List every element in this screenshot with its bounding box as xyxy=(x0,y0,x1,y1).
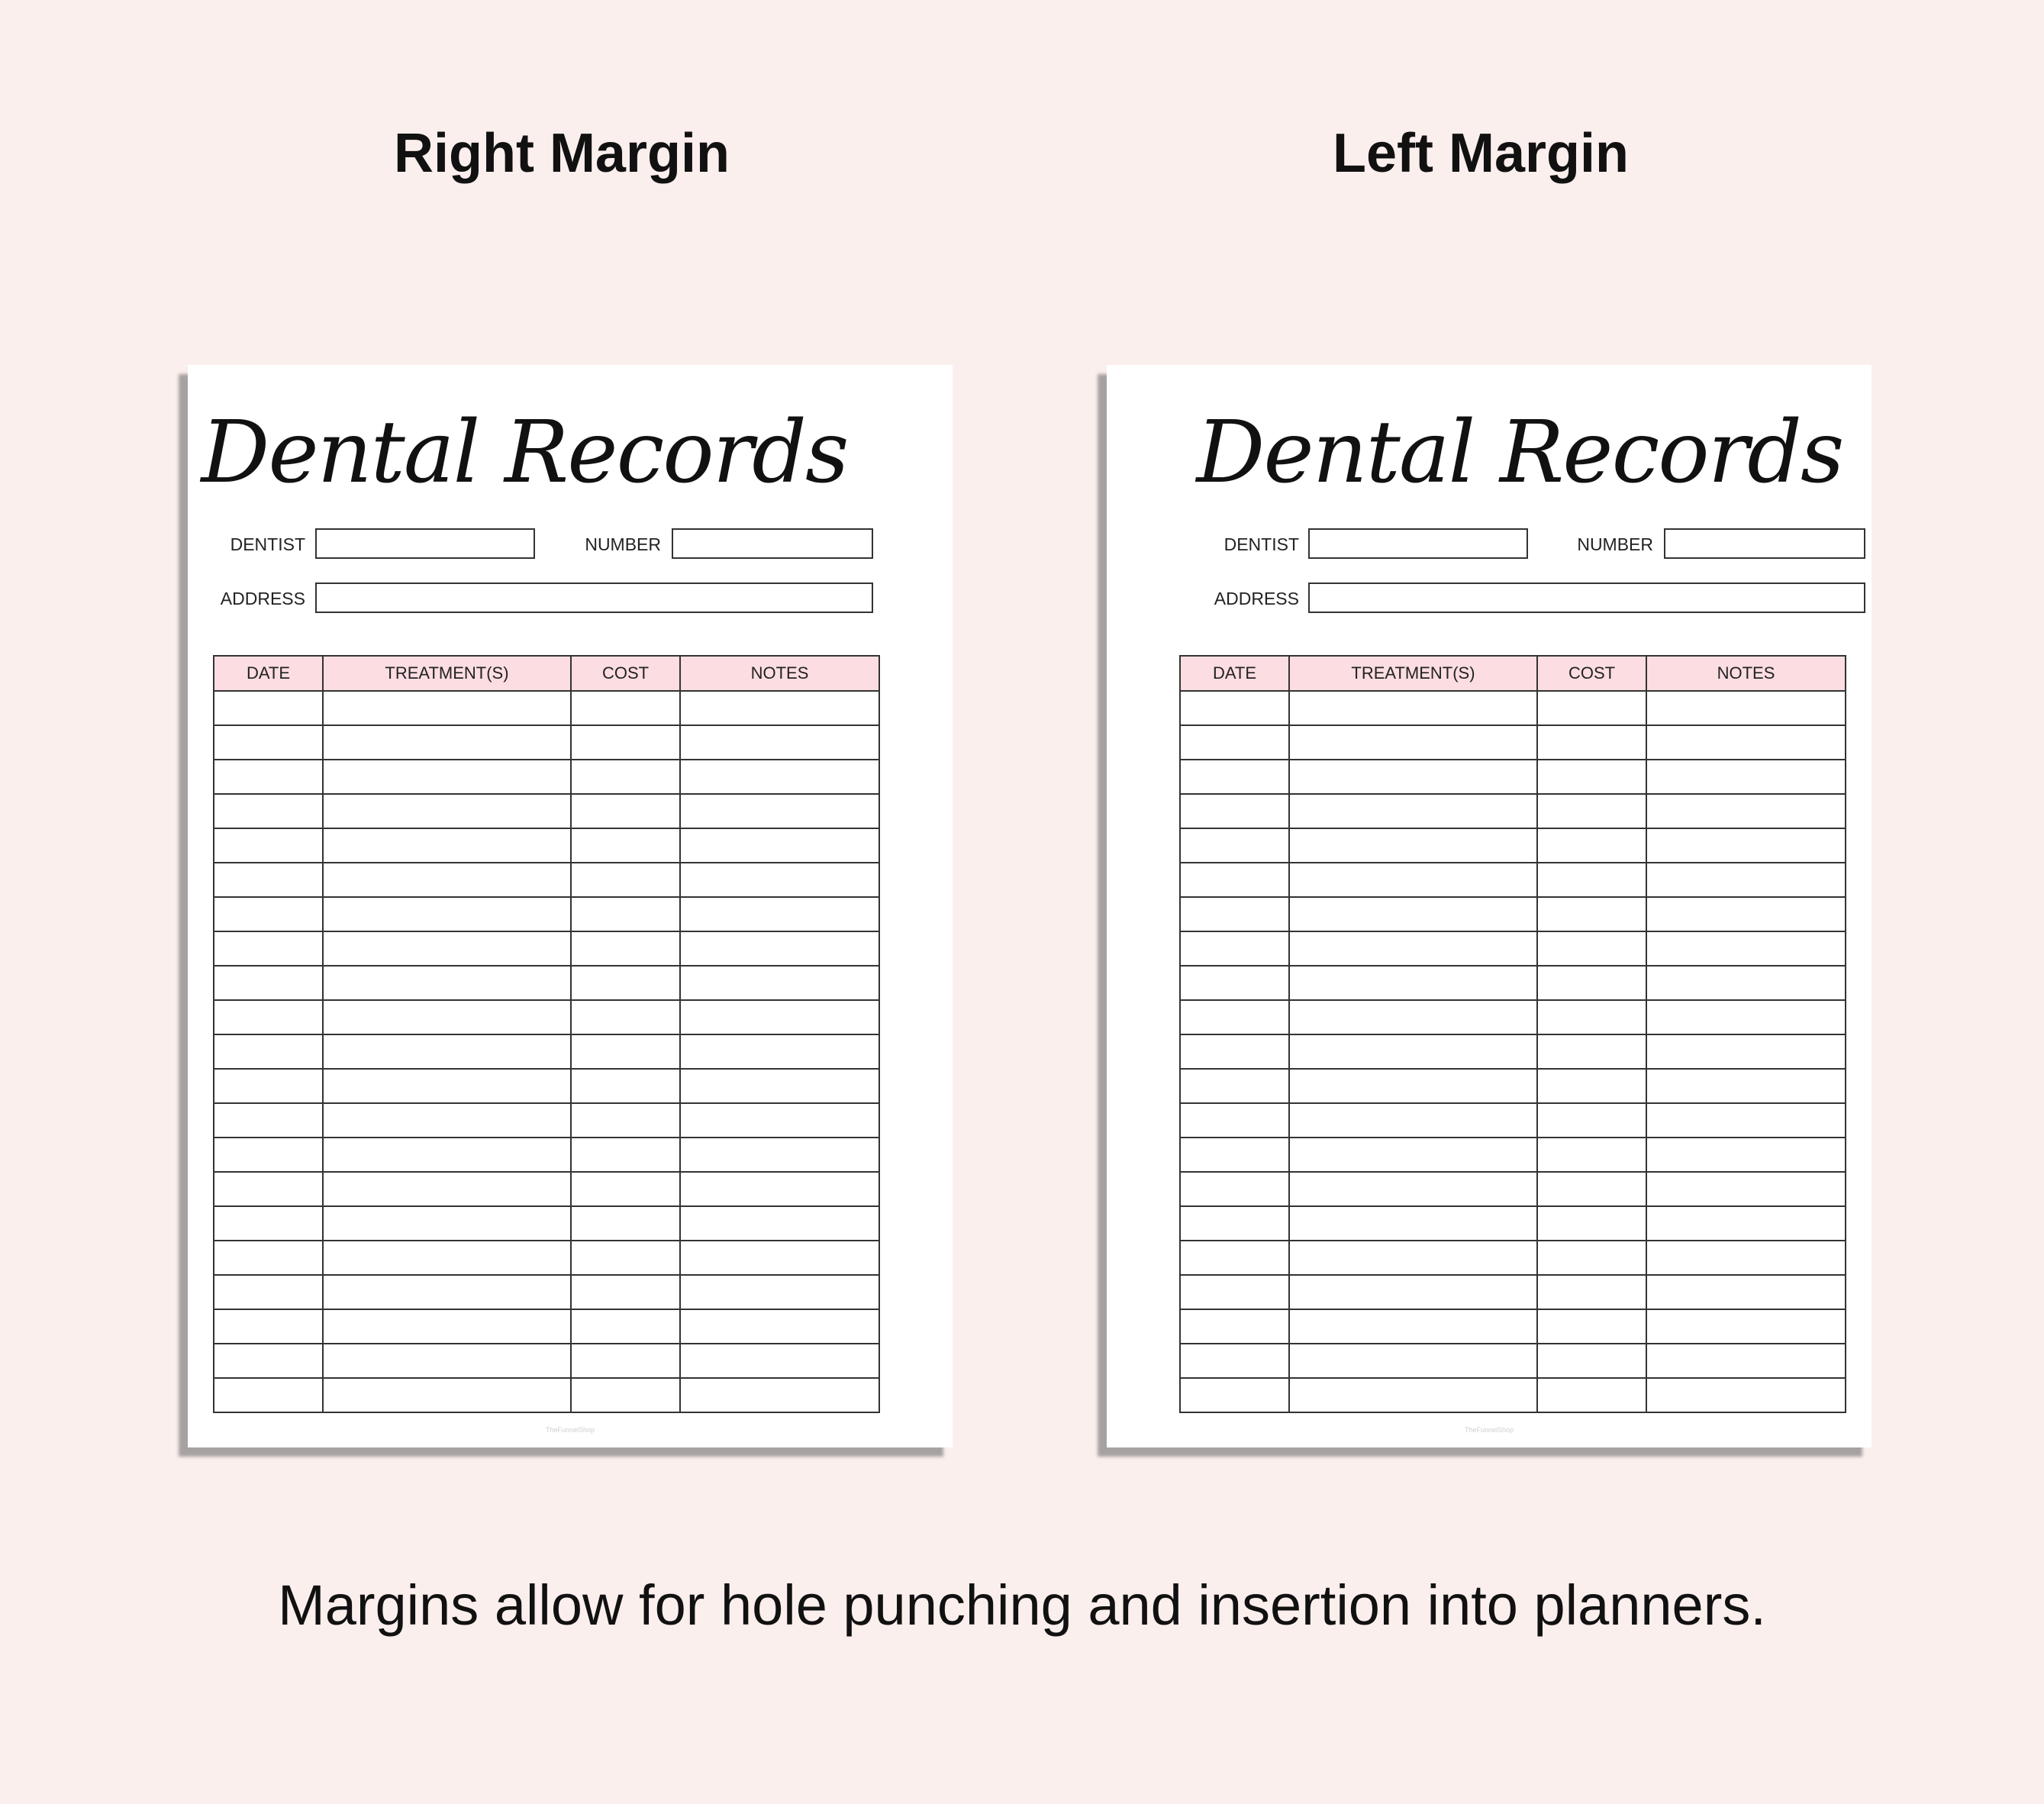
cost-cell[interactable] xyxy=(1537,1103,1646,1138)
table-row xyxy=(1180,863,1846,897)
notes-cell[interactable] xyxy=(1646,1172,1846,1206)
table-row xyxy=(1180,1138,1846,1172)
treatment-cell[interactable] xyxy=(323,863,571,897)
treatment-cell[interactable] xyxy=(1289,1309,1537,1344)
cost-cell[interactable] xyxy=(1537,1206,1646,1241)
cost-cell[interactable] xyxy=(571,1378,680,1412)
treatment-cell[interactable] xyxy=(1289,863,1537,897)
address-label: ADDRESS xyxy=(220,589,305,608)
notes-cell[interactable] xyxy=(680,1344,879,1378)
table-row xyxy=(1180,828,1846,863)
dentist-label: DENTIST xyxy=(230,534,305,554)
cost-cell[interactable] xyxy=(571,1103,680,1138)
notes-cell[interactable] xyxy=(680,1378,879,1412)
date-cell[interactable] xyxy=(214,1000,323,1034)
table-row xyxy=(1180,1206,1846,1241)
date-cell[interactable] xyxy=(214,691,323,725)
date-cell[interactable] xyxy=(1180,1000,1289,1034)
table-row xyxy=(214,1069,879,1103)
treatment-cell[interactable] xyxy=(323,1275,571,1309)
cost-cell[interactable] xyxy=(571,1069,680,1103)
treatment-cell[interactable] xyxy=(1289,1138,1537,1172)
column-header-cost: COST xyxy=(571,656,680,691)
notes-cell[interactable] xyxy=(680,1138,879,1172)
treatment-cell[interactable] xyxy=(323,1103,571,1138)
notes-cell[interactable] xyxy=(680,725,879,760)
notes-cell[interactable] xyxy=(680,828,879,863)
table-row xyxy=(214,966,879,1000)
date-cell[interactable] xyxy=(1180,1309,1289,1344)
heading-right-margin: Right Margin xyxy=(394,123,730,184)
date-cell[interactable] xyxy=(1180,1103,1289,1138)
cost-cell[interactable] xyxy=(1537,760,1646,794)
notes-cell[interactable] xyxy=(680,1241,879,1275)
notes-cell[interactable] xyxy=(1646,760,1846,794)
notes-cell[interactable] xyxy=(680,1034,879,1069)
treatment-cell[interactable] xyxy=(1289,1378,1537,1412)
records-table xyxy=(213,655,880,1413)
footer-watermark: TheFunnelShop xyxy=(1464,1426,1514,1434)
cost-cell[interactable] xyxy=(571,828,680,863)
date-cell[interactable] xyxy=(1180,1378,1289,1412)
date-cell[interactable] xyxy=(214,1344,323,1378)
treatment-cell[interactable] xyxy=(1289,1000,1537,1034)
dentist-field[interactable] xyxy=(315,528,535,559)
date-cell[interactable] xyxy=(214,760,323,794)
notes-cell[interactable] xyxy=(1646,1275,1846,1309)
table-row xyxy=(214,1344,879,1378)
notes-cell[interactable] xyxy=(1646,966,1846,1000)
table-row xyxy=(1180,1000,1846,1034)
notes-cell[interactable] xyxy=(680,794,879,828)
cost-cell[interactable] xyxy=(1537,1241,1646,1275)
treatment-cell[interactable] xyxy=(1289,897,1537,931)
table-row xyxy=(1180,760,1846,794)
notes-cell[interactable] xyxy=(680,1000,879,1034)
date-cell[interactable] xyxy=(214,794,323,828)
table-row xyxy=(1180,794,1846,828)
notes-cell[interactable] xyxy=(1646,1206,1846,1241)
table-header-row xyxy=(1180,656,1846,691)
treatment-cell[interactable] xyxy=(1289,1069,1537,1103)
table-row xyxy=(214,760,879,794)
notes-cell[interactable] xyxy=(1646,931,1846,966)
number-label: NUMBER xyxy=(1577,534,1653,554)
date-cell[interactable] xyxy=(214,1172,323,1206)
cost-cell[interactable] xyxy=(571,760,680,794)
treatment-cell[interactable] xyxy=(323,931,571,966)
number-field[interactable] xyxy=(672,528,873,559)
table-row xyxy=(1180,897,1846,931)
cost-cell[interactable] xyxy=(1537,1344,1646,1378)
notes-cell[interactable] xyxy=(680,1206,879,1241)
cost-cell[interactable] xyxy=(571,1138,680,1172)
cost-cell[interactable] xyxy=(571,1309,680,1344)
treatment-cell[interactable] xyxy=(323,1172,571,1206)
notes-cell[interactable] xyxy=(680,1172,879,1206)
date-cell[interactable] xyxy=(214,1138,323,1172)
date-cell[interactable] xyxy=(1180,1172,1289,1206)
treatment-cell[interactable] xyxy=(323,966,571,1000)
notes-cell[interactable] xyxy=(1646,794,1846,828)
date-cell[interactable] xyxy=(214,828,323,863)
table-row xyxy=(1180,1069,1846,1103)
table-row xyxy=(214,1034,879,1069)
table-row xyxy=(214,1378,879,1412)
date-cell[interactable] xyxy=(1180,863,1289,897)
table-row xyxy=(1180,966,1846,1000)
date-cell[interactable] xyxy=(1180,1138,1289,1172)
table-row xyxy=(214,1172,879,1206)
treatment-cell[interactable] xyxy=(323,760,571,794)
notes-cell[interactable] xyxy=(1646,897,1846,931)
cost-cell[interactable] xyxy=(1537,1378,1646,1412)
date-cell[interactable] xyxy=(214,1241,323,1275)
table-row xyxy=(214,1275,879,1309)
date-cell[interactable] xyxy=(1180,828,1289,863)
cost-cell[interactable] xyxy=(571,1000,680,1034)
table-row xyxy=(214,897,879,931)
notes-cell[interactable] xyxy=(1646,1069,1846,1103)
cost-cell[interactable] xyxy=(1537,1309,1646,1344)
treatment-cell[interactable] xyxy=(1289,1034,1537,1069)
cost-cell[interactable] xyxy=(1537,1034,1646,1069)
table-row xyxy=(214,931,879,966)
notes-cell[interactable] xyxy=(1646,691,1846,725)
notes-cell[interactable] xyxy=(680,760,879,794)
table-row xyxy=(214,794,879,828)
table-row xyxy=(1180,691,1846,725)
cost-cell[interactable] xyxy=(571,1172,680,1206)
notes-cell[interactable] xyxy=(1646,1138,1846,1172)
cost-cell[interactable] xyxy=(1537,1172,1646,1206)
cost-cell[interactable] xyxy=(1537,1138,1646,1172)
table-row xyxy=(1180,1378,1846,1412)
cost-cell[interactable] xyxy=(571,966,680,1000)
notes-cell[interactable] xyxy=(1646,1344,1846,1378)
table-row xyxy=(214,1000,879,1034)
date-cell[interactable] xyxy=(214,966,323,1000)
column-header-date: DATE xyxy=(214,656,323,691)
table-row xyxy=(214,828,879,863)
date-cell[interactable] xyxy=(1180,1344,1289,1378)
table-row xyxy=(214,725,879,760)
table-row xyxy=(1180,1103,1846,1138)
footer-watermark: TheFunnelShop xyxy=(545,1426,595,1434)
column-header-treatment: TREATMENT(S) xyxy=(323,656,571,691)
cost-cell[interactable] xyxy=(1537,828,1646,863)
number-field[interactable] xyxy=(1664,528,1865,559)
cost-cell[interactable] xyxy=(571,1241,680,1275)
cost-cell[interactable] xyxy=(1537,931,1646,966)
records-table xyxy=(1179,655,1846,1413)
date-cell[interactable] xyxy=(1180,1069,1289,1103)
cost-cell[interactable] xyxy=(571,863,680,897)
notes-cell[interactable] xyxy=(680,931,879,966)
date-cell[interactable] xyxy=(1180,760,1289,794)
treatment-cell[interactable] xyxy=(1289,1172,1537,1206)
notes-cell[interactable] xyxy=(1646,1309,1846,1344)
address-field[interactable] xyxy=(315,583,873,613)
treatment-cell[interactable] xyxy=(323,691,571,725)
caption-text: Margins allow for hole punching and insertion into planners. xyxy=(278,1573,1766,1637)
notes-cell[interactable] xyxy=(680,1309,879,1344)
cost-cell[interactable] xyxy=(1537,794,1646,828)
notes-cell[interactable] xyxy=(1646,1103,1846,1138)
treatment-cell[interactable] xyxy=(323,1069,571,1103)
notes-cell[interactable] xyxy=(680,863,879,897)
cost-cell[interactable] xyxy=(571,691,680,725)
treatment-cell[interactable] xyxy=(1289,931,1537,966)
cost-cell[interactable] xyxy=(1537,863,1646,897)
treatment-cell[interactable] xyxy=(323,1000,571,1034)
column-header-cost: COST xyxy=(1537,656,1646,691)
date-cell[interactable] xyxy=(1180,897,1289,931)
treatment-cell[interactable] xyxy=(323,828,571,863)
notes-cell[interactable] xyxy=(1646,725,1846,760)
treatment-cell[interactable] xyxy=(1289,691,1537,725)
table-row xyxy=(214,1206,879,1241)
treatment-cell[interactable] xyxy=(323,1138,571,1172)
date-cell[interactable] xyxy=(1180,1034,1289,1069)
treatment-cell[interactable] xyxy=(323,1241,571,1275)
treatment-cell[interactable] xyxy=(323,1378,571,1412)
cost-cell[interactable] xyxy=(1537,1275,1646,1309)
table-row xyxy=(1180,1172,1846,1206)
address-label: ADDRESS xyxy=(1214,589,1299,608)
notes-cell[interactable] xyxy=(680,691,879,725)
notes-cell[interactable] xyxy=(680,1275,879,1309)
notes-cell[interactable] xyxy=(1646,1378,1846,1412)
date-cell[interactable] xyxy=(1180,1241,1289,1275)
address-field[interactable] xyxy=(1308,583,1865,613)
table-row xyxy=(1180,725,1846,760)
date-cell[interactable] xyxy=(214,1275,323,1309)
notes-cell[interactable] xyxy=(1646,863,1846,897)
treatment-cell[interactable] xyxy=(1289,1344,1537,1378)
notes-cell[interactable] xyxy=(1646,1034,1846,1069)
column-header-date: DATE xyxy=(1180,656,1289,691)
column-header-notes: NOTES xyxy=(680,656,879,691)
page-title: Dental Records xyxy=(201,403,848,502)
date-cell[interactable] xyxy=(214,931,323,966)
date-cell[interactable] xyxy=(214,1034,323,1069)
dentist-field[interactable] xyxy=(1308,528,1528,559)
cost-cell[interactable] xyxy=(1537,966,1646,1000)
notes-cell[interactable] xyxy=(680,966,879,1000)
table-header-row xyxy=(214,656,879,691)
notes-cell[interactable] xyxy=(1646,828,1846,863)
date-cell[interactable] xyxy=(1180,794,1289,828)
date-cell[interactable] xyxy=(1180,1206,1289,1241)
cost-cell[interactable] xyxy=(571,794,680,828)
heading-left-margin: Left Margin xyxy=(1333,123,1629,184)
date-cell[interactable] xyxy=(214,897,323,931)
treatment-cell[interactable] xyxy=(323,1206,571,1241)
cost-cell[interactable] xyxy=(1537,725,1646,760)
table-row xyxy=(214,863,879,897)
notes-cell[interactable] xyxy=(680,1103,879,1138)
cost-cell[interactable] xyxy=(571,1344,680,1378)
date-cell[interactable] xyxy=(214,863,323,897)
cost-cell[interactable] xyxy=(1537,691,1646,725)
cost-cell[interactable] xyxy=(1537,1000,1646,1034)
date-cell[interactable] xyxy=(214,1378,323,1412)
notes-cell[interactable] xyxy=(680,1069,879,1103)
treatment-cell[interactable] xyxy=(323,897,571,931)
treatment-cell[interactable] xyxy=(323,725,571,760)
table-row xyxy=(1180,931,1846,966)
treatment-cell[interactable] xyxy=(1289,1103,1537,1138)
notes-cell[interactable] xyxy=(1646,1000,1846,1034)
table-row xyxy=(1180,1241,1846,1275)
table-row xyxy=(1180,1034,1846,1069)
page-title: Dental Records xyxy=(1196,403,1843,502)
table-row xyxy=(1180,1275,1846,1309)
treatment-cell[interactable] xyxy=(323,1034,571,1069)
date-cell[interactable] xyxy=(1180,725,1289,760)
date-cell[interactable] xyxy=(214,1069,323,1103)
number-label: NUMBER xyxy=(585,534,661,554)
cost-cell[interactable] xyxy=(571,725,680,760)
cost-cell[interactable] xyxy=(571,931,680,966)
date-cell[interactable] xyxy=(214,725,323,760)
date-cell[interactable] xyxy=(1180,1275,1289,1309)
table-row xyxy=(1180,1309,1846,1344)
treatment-cell[interactable] xyxy=(1289,1206,1537,1241)
planner-page-left-margin xyxy=(1107,365,1872,1447)
date-cell[interactable] xyxy=(1180,966,1289,1000)
table-row xyxy=(214,1103,879,1138)
cost-cell[interactable] xyxy=(571,897,680,931)
treatment-cell[interactable] xyxy=(1289,1241,1537,1275)
table-row xyxy=(214,1241,879,1275)
date-cell[interactable] xyxy=(214,1103,323,1138)
planner-page-right-margin xyxy=(188,365,953,1447)
column-header-notes: NOTES xyxy=(1646,656,1846,691)
treatment-cell[interactable] xyxy=(1289,1275,1537,1309)
table-row xyxy=(214,691,879,725)
cost-cell[interactable] xyxy=(571,1275,680,1309)
treatment-cell[interactable] xyxy=(1289,794,1537,828)
treatment-cell[interactable] xyxy=(323,794,571,828)
table-row xyxy=(214,1309,879,1344)
dentist-label: DENTIST xyxy=(1223,534,1299,554)
notes-cell[interactable] xyxy=(680,897,879,931)
cost-cell[interactable] xyxy=(1537,1069,1646,1103)
table-row xyxy=(214,1138,879,1172)
cost-cell[interactable] xyxy=(1537,897,1646,931)
column-header-treatment: TREATMENT(S) xyxy=(1289,656,1537,691)
date-cell[interactable] xyxy=(214,1206,323,1241)
treatment-cell[interactable] xyxy=(323,1344,571,1378)
notes-cell[interactable] xyxy=(1646,1241,1846,1275)
treatment-cell[interactable] xyxy=(1289,966,1537,1000)
treatment-cell[interactable] xyxy=(1289,725,1537,760)
cost-cell[interactable] xyxy=(571,1034,680,1069)
date-cell[interactable] xyxy=(214,1309,323,1344)
date-cell[interactable] xyxy=(1180,931,1289,966)
treatment-cell[interactable] xyxy=(323,1309,571,1344)
cost-cell[interactable] xyxy=(571,1206,680,1241)
treatment-cell[interactable] xyxy=(1289,828,1537,863)
table-row xyxy=(1180,1344,1846,1378)
date-cell[interactable] xyxy=(1180,691,1289,725)
treatment-cell[interactable] xyxy=(1289,760,1537,794)
